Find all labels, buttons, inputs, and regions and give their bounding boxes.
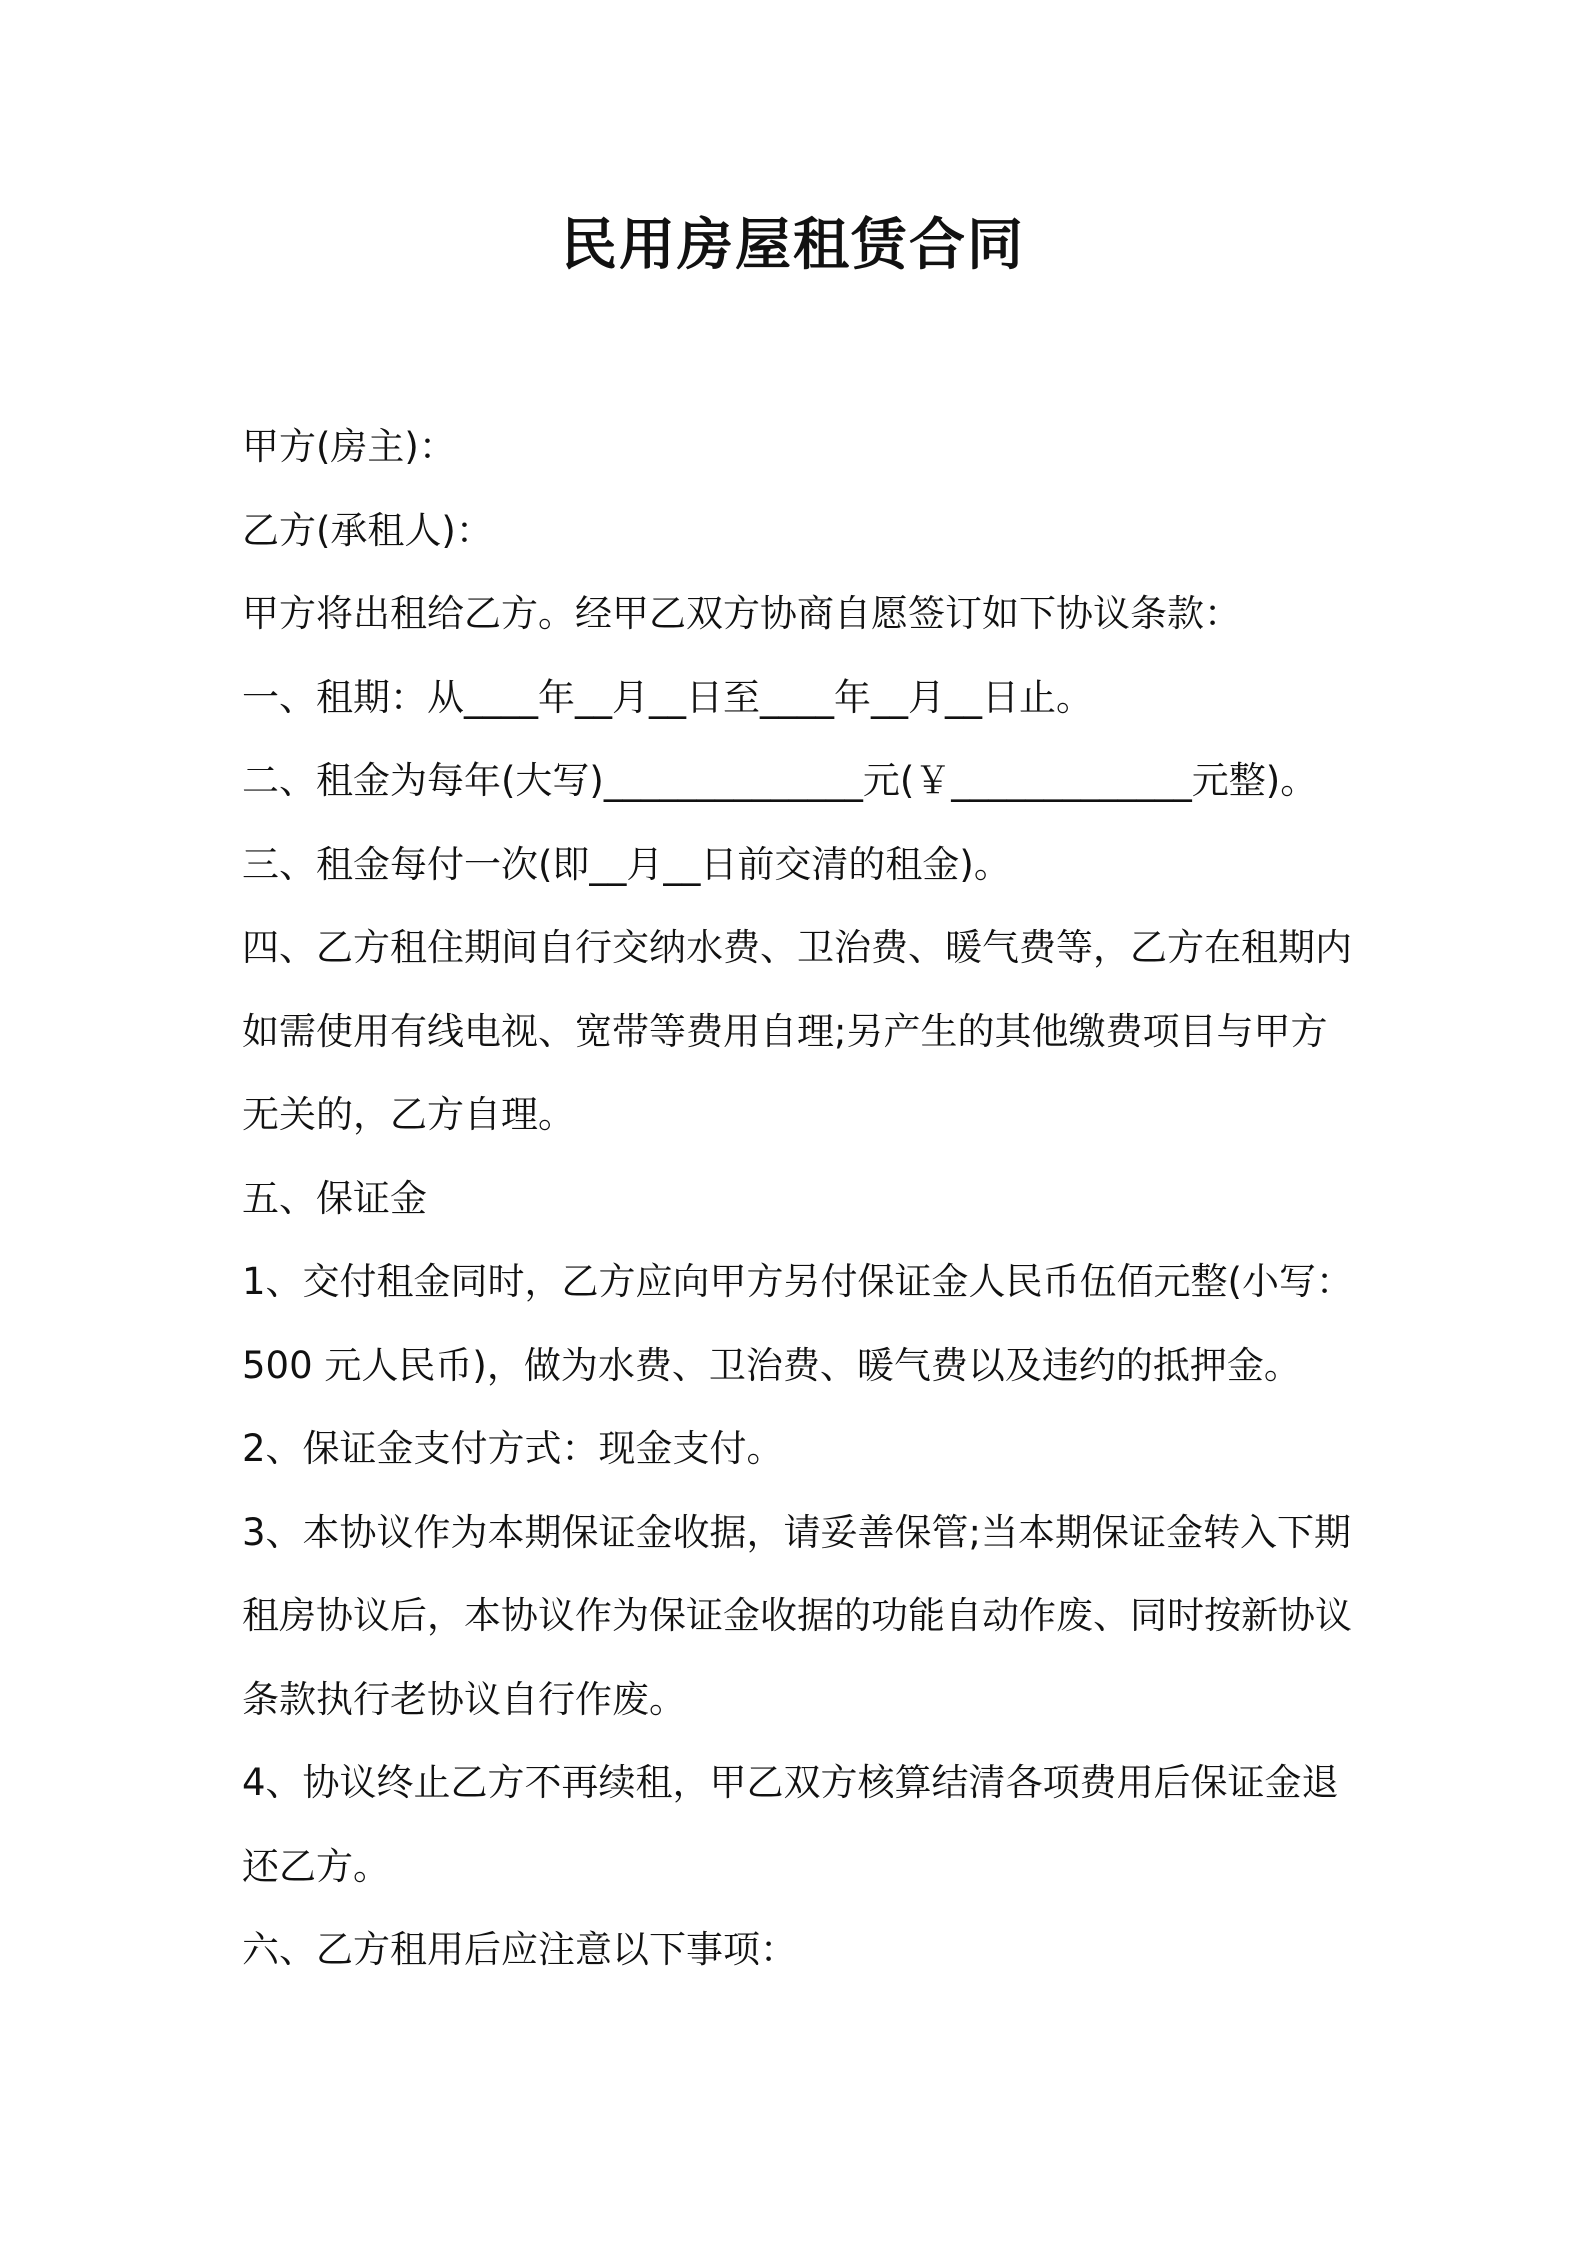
document-body: [242, 405, 1352, 1992]
clause-5-1-line-1: 1、交付租金同时，乙方应向甲方另付保证金人民币伍佰元整(小写：: [242, 1260, 1353, 1303]
party-b-line: 乙方(承租人)：: [242, 508, 493, 552]
clause-5-heading: 五、保证金: [242, 1176, 427, 1220]
clause-5-2: 2、保证金支付方式：现金支付。: [242, 1427, 784, 1470]
clause-4-line-2: 如需使用有线电视、宽带等费用自理;另产生的其他缴费项目与甲方: [242, 1009, 1328, 1053]
clause-5-4-line-1: 4、协议终止乙方不再续租，甲乙双方核算结清各项费用后保证金退: [242, 1761, 1339, 1804]
clause-3-payment: 三、租金每付一次(即__月__日前交清的租金)。: [242, 842, 1011, 886]
document-title: 民用房屋租赁合同: [561, 213, 1025, 278]
clause-5-4-line-2: 还乙方。: [242, 1844, 390, 1888]
clause-5-3-line-1: 3、本协议作为本期保证金收据，请妥善保管;当本期保证金转入下期: [242, 1510, 1352, 1554]
clause-4-line-1: 四、乙方租住期间自行交纳水费、卫治费、暖气费等，乙方在租期内: [242, 926, 1352, 969]
party-a-line: 甲方(房主)：: [242, 425, 456, 468]
clause-2-rent: 二、租金为每年(大写)______________元(￥_____________元整)。: [242, 759, 1318, 802]
clause-5-3-line-3: 条款执行老协议自行作废。: [242, 1677, 686, 1721]
clause-4-line-3: 无关的，乙方自理。: [242, 1093, 575, 1136]
clause-5-3-line-2: 租房协议后，本协议作为保证金收据的功能自动作废、同时按新协议: [242, 1594, 1352, 1637]
clause-6-heading: 六、乙方租用后应注意以下事项：: [242, 1928, 797, 1971]
clause-5-1-line-2: 500 元人民币)，做为水费、卫治费、暖气费以及违约的抵押金。: [242, 1343, 1301, 1387]
intro-line: 甲方将出租给乙方。经甲乙双方协商自愿签订如下协议条款：: [242, 592, 1241, 635]
clause-1-term: 一、租期：从____年__月__日至____年__月__日止。: [242, 675, 1093, 719]
